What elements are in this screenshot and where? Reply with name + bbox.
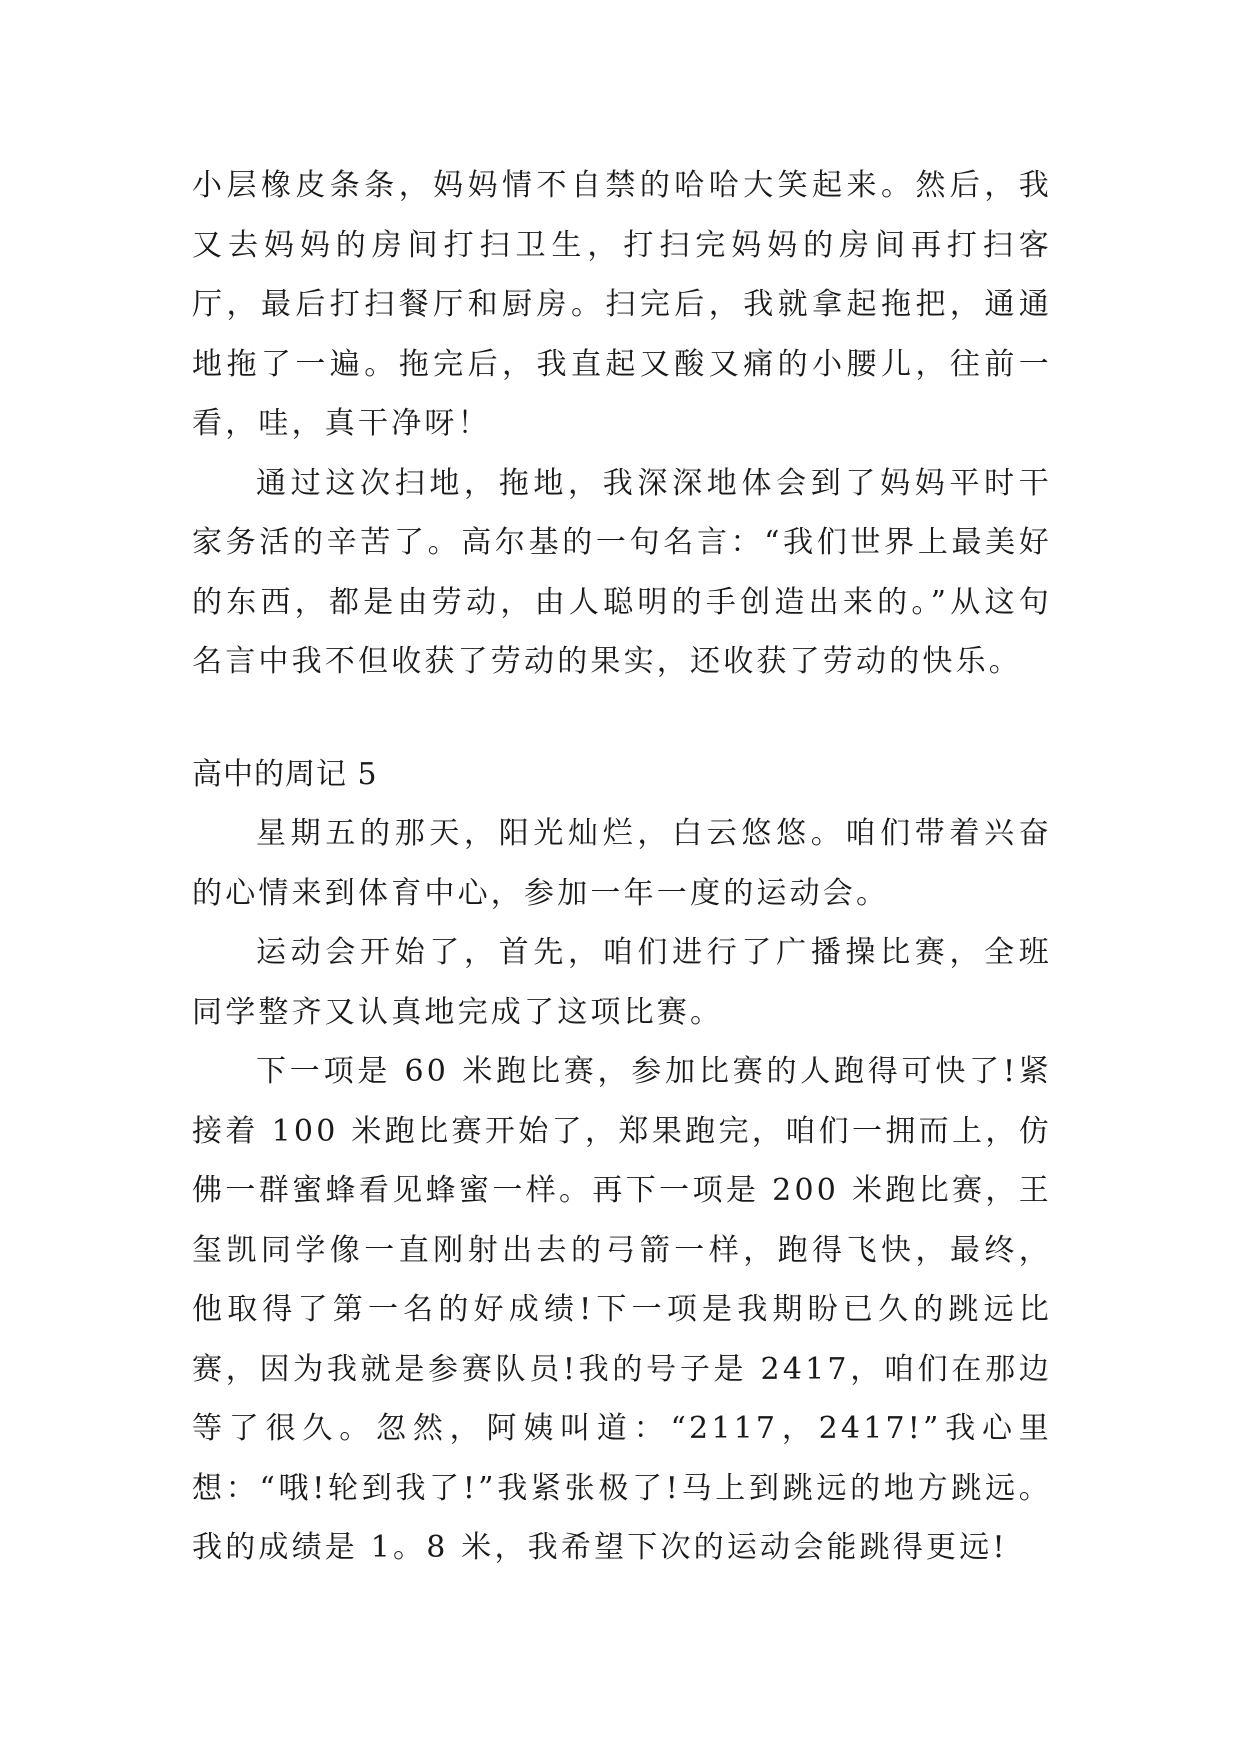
paragraph-reflection: 通过这次扫地，拖地，我深深地体会到了妈妈平时干家务活的辛苦了。高尔基的一句名言：“我们世界上最美好的东西，都是由劳动，由人聪明的手创造出来的。”从这句名言中我不但收获了劳动的果实，还收获了劳动的快乐。 bbox=[192, 465, 1052, 679]
paragraph-cleaning-continued: 小层橡皮条条，妈妈情不自禁的哈哈大笑起来。然后，我又去妈妈的房间打扫卫生，打扫完妈妈的房间再打扫客厅，最后打扫餐厅和厨房。扫完后，我就拿起拖把，通通地拖了一遍。拖完后，我直起又酸又痛的小腰儿，往前一看，哇，真干净呀！ bbox=[192, 168, 1052, 441]
paragraph-sports-day-intro: 星期五的那天，阳光灿烂，白云悠悠。咱们带着兴奋的心情来到体育中心，参加一年一度的运动会。 bbox=[192, 816, 1052, 911]
paragraph-races-and-long-jump: 下一项是 60 米跑比赛，参加比赛的人跑得可快了!紧接着 100 米跑比赛开始了，郑果跑完，咱们一拥而上，仿佛一群蜜蜂看见蜂蜜一样。再下一项是 200 米跑比赛，王玺凯同学像一直刚射出去的弓箭一样，跑得飞快，最终，他取得了第一名的好成绩!下一项是我期盼已久的跳远比赛，因为我就是参赛队员!我的号子是 2417，咱们在那边等了很久。忽然，阿姨叫道：“2117，2417!”我心里想：“哦!轮到我了!”我紧张极了!马上到跳远的地方跳远。我的成绩是 1。8 米，我希望下次的运动会能跳得更远! bbox=[192, 1054, 1052, 1565]
paragraph-broadcast-exercise: 运动会开始了，首先，咱们进行了广播操比赛，全班同学整齐又认真地完成了这项比赛。 bbox=[192, 935, 1052, 1030]
section-title: 高中的周记 5 bbox=[192, 756, 378, 792]
document-page bbox=[192, 156, 1052, 1578]
